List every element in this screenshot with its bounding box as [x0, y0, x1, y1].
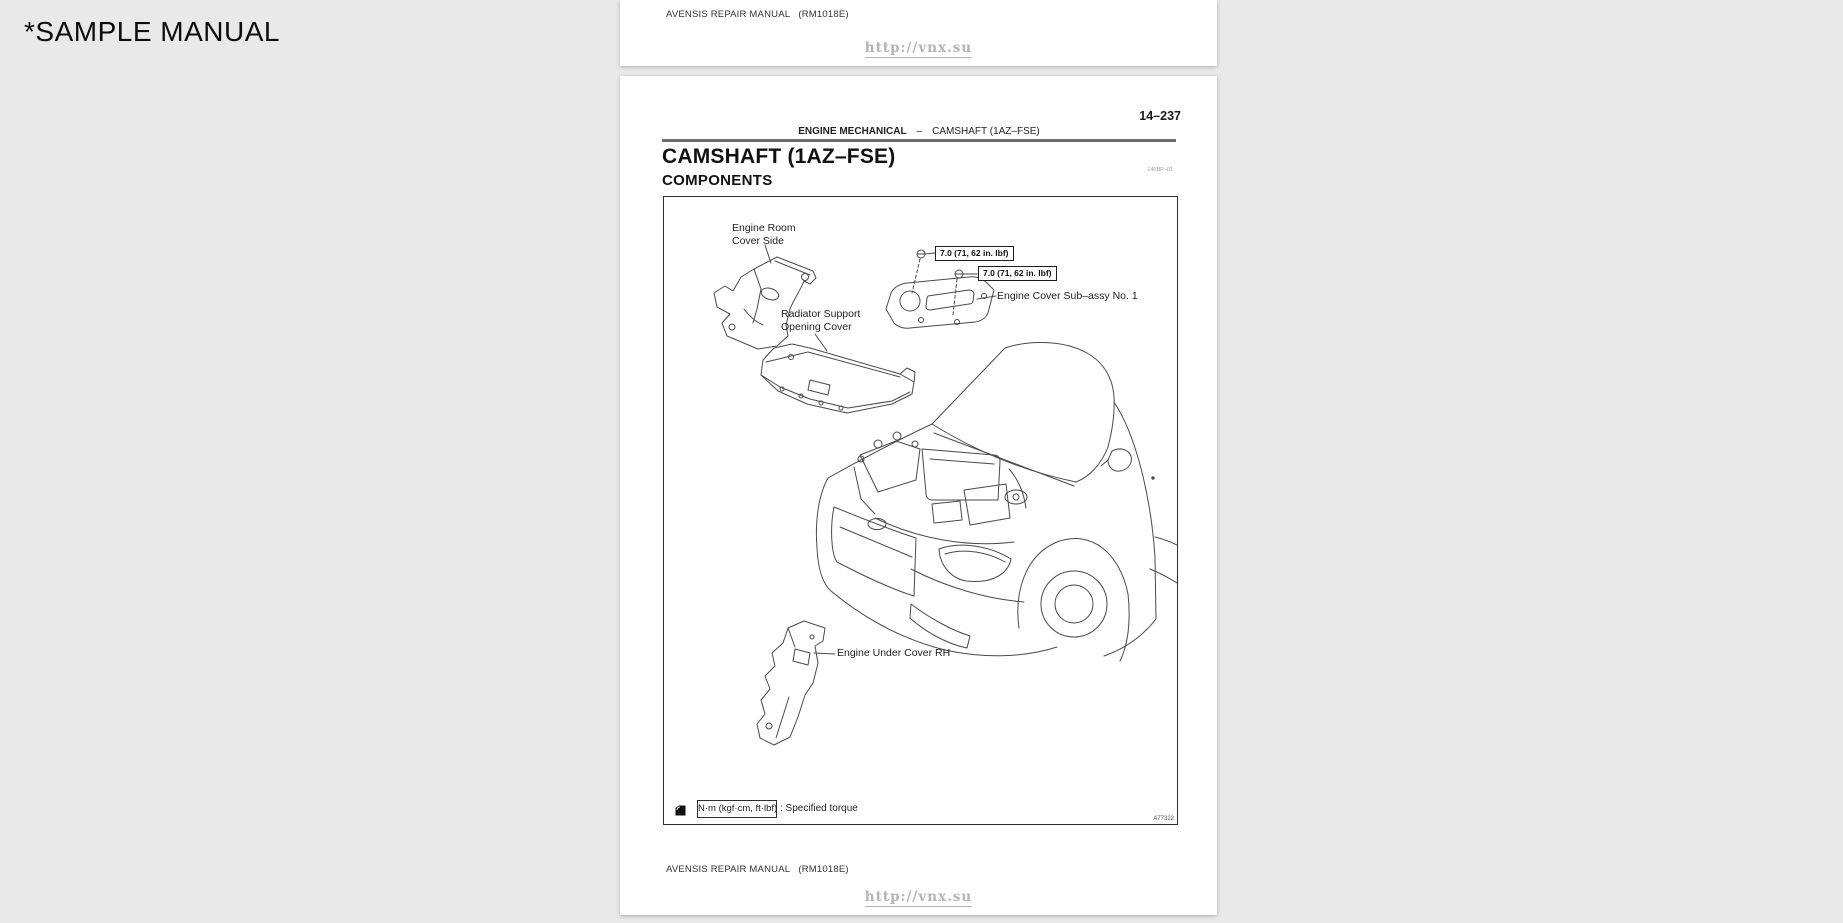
doc-code: 140BP–01 [1147, 167, 1173, 173]
label-radiator-support-cover [781, 308, 860, 333]
watermark-text: http://vnx.su [864, 40, 973, 56]
part-radiator-support-cover [761, 344, 915, 413]
leader-torque1 [925, 253, 935, 254]
running-header: AVENSIS REPAIR MANUAL (RM1018E) [666, 9, 849, 20]
legend-unit-box: N·m (kgf·cm, ft·lbf) [697, 800, 777, 818]
torque-symbol-icon [674, 805, 687, 816]
part-engine-room-cover-side [714, 257, 816, 349]
label-line: Radiator Support [781, 308, 861, 320]
part-engine-under-cover [757, 621, 825, 745]
watermark [620, 40, 1217, 56]
label-line: Opening Cover [781, 320, 852, 333]
breadcrumb-topic: CAMSHAFT (1AZ–FSE) [932, 126, 1040, 137]
pdf-page-previous [620, 0, 1217, 66]
leader-radiator [815, 334, 827, 351]
page-number: 14–237 [1139, 109, 1181, 123]
watermark [620, 889, 1217, 905]
label-engine-under-cover: Engine Under Cover RH [837, 647, 951, 659]
label-line: Engine Room [732, 222, 796, 234]
sample-manual-label: *SAMPLE MANUAL [24, 16, 280, 47]
header-rule [662, 139, 1176, 142]
part-engine-cover-subassy [886, 277, 994, 329]
components-diagram [663, 196, 1178, 825]
watermark-text: http://vnx.su [864, 889, 973, 905]
breadcrumb-section: ENGINE MECHANICAL [798, 126, 907, 137]
label-engine-room-cover-side [732, 222, 796, 247]
page-title: CAMSHAFT (1AZ–FSE) [662, 145, 896, 168]
car-illustration [816, 343, 1177, 661]
section-heading: COMPONENTS [662, 172, 773, 189]
label-line: Cover Side [732, 234, 784, 247]
breadcrumb-separator: – [916, 126, 923, 137]
legend-description: : Specified torque [780, 803, 858, 814]
breadcrumb [662, 126, 1176, 137]
running-footer: AVENSIS REPAIR MANUAL (RM1018E) [666, 864, 849, 875]
leader-under-cover [814, 653, 835, 654]
pdf-page-current [620, 76, 1217, 915]
label-engine-cover-subassy: Engine Cover Sub–assy No. 1 [997, 290, 1138, 302]
figure-code: A77322 [1153, 816, 1174, 822]
torque-spec-callout-2: 7.0 (71, 62 in. lbf) [978, 266, 1057, 281]
torque-spec-callout-1: 7.0 (71, 62 in. lbf) [935, 246, 1014, 261]
bolt-1 [912, 250, 925, 293]
